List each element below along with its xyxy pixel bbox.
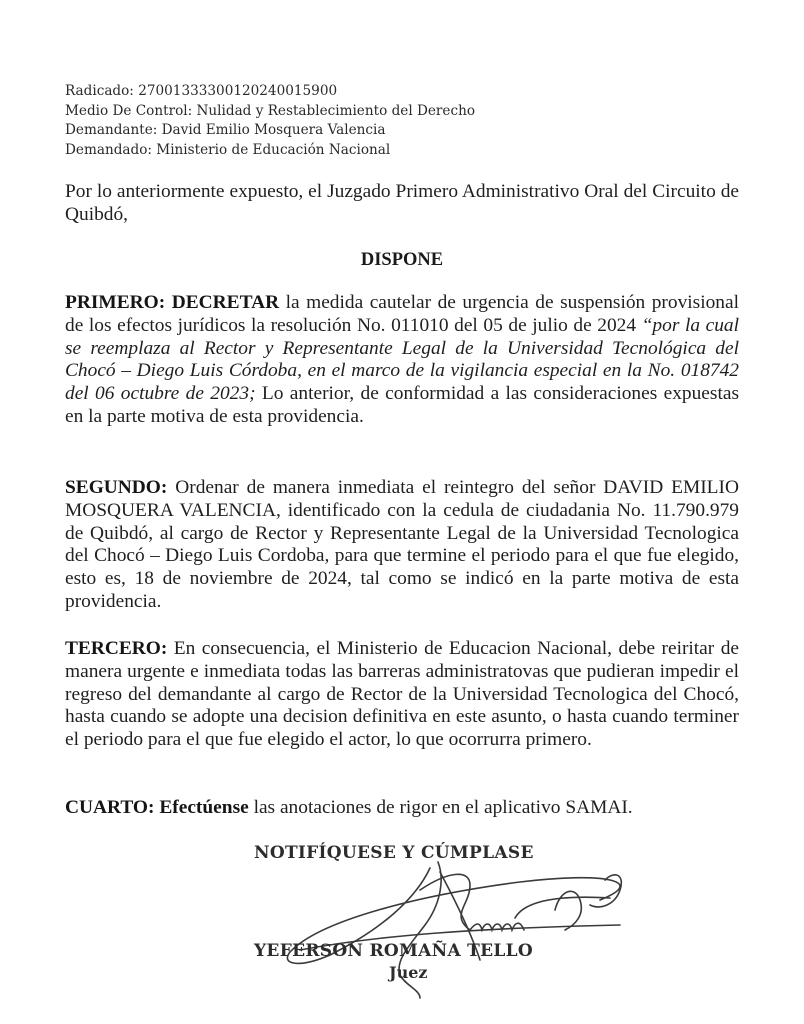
tercero-label: TERCERO:: [65, 638, 168, 659]
dispone-heading: DISPONE: [360, 250, 444, 270]
primero-quote: “por la cual se reemplaza al Rector y Representante Legal de la Universidad Tecnológica del Chocó – Diego Luis Córdoba, en el marco de la vigilancia especial en la No. 018742 del 06 octubre de 2023;: [65, 314, 739, 405]
cuarto-verb: Efectúense: [159, 797, 249, 818]
primero-verb: DECRETAR: [171, 292, 280, 313]
judge-role: Juez: [389, 963, 428, 982]
demandante-line: Demandante: David Emilio Mosquera Valencia: [65, 122, 386, 138]
tercero-text: En consecuencia, el Ministerio de Educacion Nacional, debe reiritar de manera urgente e inmediata todas las barreras administratovas que pudieran impedir el regreso del demandante al cargo de Rector de la Universidad Tecnologica del Chocó, hasta cuando se adopte una decision definitiva en este asunto, o hasta cuando terminer el periodo para el que fue elegido el actor, lo que ocorrurra primero.: [65, 638, 739, 751]
cuarto-label: CUARTO:: [65, 797, 155, 818]
cuarto-text: las anotaciones de rigor en el aplicativo SAMAI.: [248, 797, 633, 818]
radicado-line: Radicado: 27001333300120240015900: [65, 83, 338, 99]
notification-heading: NOTIFÍQUESE Y CÚMPLASE: [254, 843, 534, 863]
primero-label: PRIMERO:: [65, 292, 166, 313]
judge-name: YEFERSON ROMAÑA TELLO: [254, 941, 534, 961]
segundo-text: Ordenar de manera inmediata el reintegro del señor DAVID EMILIO MOSQUERA VALENCIA, identificado con la cedula de ciudadania No. 11.790.979 de Quibdó, al cargo de Rector y Representante Legal de la Universidad Tecnologica del Chocó – Diego Luis Cordoba, para que termine el periodo para el que fue elegido, esto es, 18 de noviembre de 2024, tal como se indicó en la parte motiva de esta providencia.: [65, 477, 739, 612]
demandado-line: Demandado: Ministerio de Educación Nacional: [65, 141, 391, 158]
intro-paragraph: Por lo anteriormente expuesto, el Juzgado Primero Administrativo Oral del Circuito de Quibdó,: [65, 181, 739, 225]
medio-control-line: Medio De Control: Nulidad y Restablecimiento del Derecho: [65, 102, 476, 119]
primero-text-b: Lo anterior, de conformidad a las consideraciones expuestas en la parte motiva de esta providencia.: [65, 383, 739, 427]
primero-text-a: la medida cautelar de urgencia de suspensión provisional de los efectos jurídicos la resolución No. 011010 del 05 de julio de 2024: [65, 292, 739, 336]
segundo-label: SEGUNDO:: [65, 477, 168, 498]
